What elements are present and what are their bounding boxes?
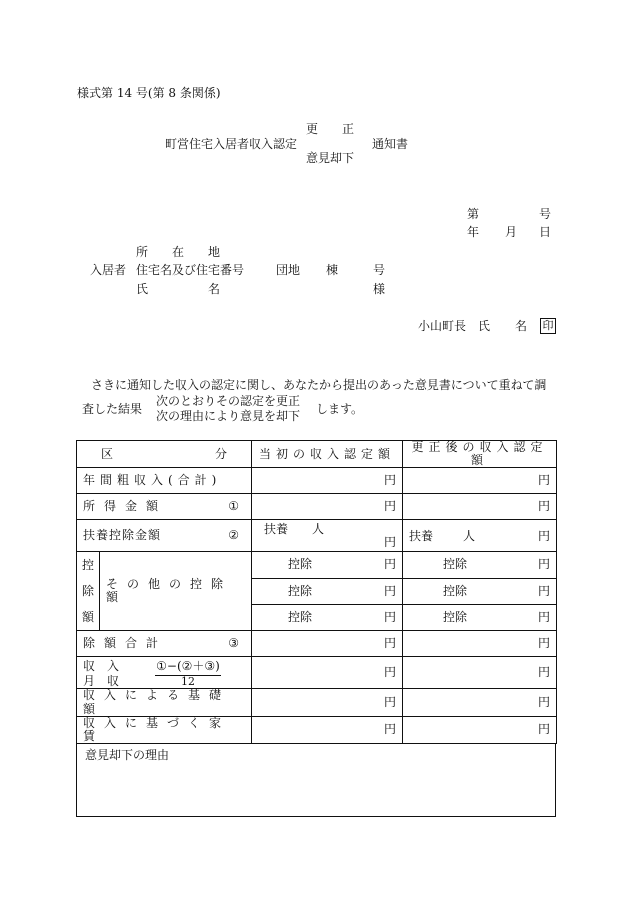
other-deduction-initial: 控除 円: [252, 552, 403, 578]
table-row: [77, 631, 557, 657]
body-option-1: 次のとおりその認定を更正: [156, 394, 301, 408]
seal-stamp: 印: [540, 318, 556, 334]
dependent-revised: [403, 520, 557, 552]
monthly-income-bottom: 月 収: [83, 674, 120, 689]
mark-3: ③: [228, 636, 239, 651]
issuer-mei: 名: [515, 319, 528, 333]
dependent-initial: [252, 520, 403, 552]
form-number: 様式第 14 号(第 8 条関係): [77, 86, 221, 100]
body-option-2: 次の理由により意見を却下: [156, 409, 301, 423]
table-row: [77, 716, 557, 743]
reason-label: 意見却下の理由: [85, 748, 170, 762]
doc-number-go: 号: [539, 207, 552, 221]
rent-revised: 円: [403, 716, 557, 743]
nin-label: 人: [463, 529, 476, 544]
dependent-label: 扶養控除金額: [83, 528, 162, 543]
total-deduction-cell: [77, 631, 252, 657]
doc-number-dai: 第: [467, 207, 480, 221]
table-row: [77, 552, 557, 578]
title-option-lower: 意見却下: [306, 151, 355, 165]
table-row: [77, 657, 557, 689]
other-deduction-label: その他の控除額: [100, 552, 252, 631]
fuyou-label: 扶養: [409, 529, 434, 544]
sama-label: 様: [373, 282, 386, 296]
title-main: 町営住宅入居者収入認定: [165, 137, 298, 151]
formula-numerator: ①−(②＋③): [155, 660, 221, 675]
base-amount-initial: 円: [252, 689, 403, 716]
total-deduction-label: 除額合計: [83, 636, 168, 651]
total-deduction-initial: 円: [252, 631, 403, 657]
annual-income-revised: 円: [403, 468, 557, 494]
income-table: [76, 440, 557, 744]
monthly-income-initial: 円: [252, 657, 403, 689]
rent-initial: 円: [252, 716, 403, 743]
date-day: 日: [539, 225, 552, 239]
other-deduction-initial: 控除 円: [252, 605, 403, 631]
total-deduction-revised: 円: [403, 631, 557, 657]
title-suffix: 通知書: [372, 137, 409, 151]
table-row: [77, 689, 557, 716]
nin-label: 人: [312, 522, 325, 537]
income-amount-cell: [77, 494, 252, 520]
resident-label: 入居者: [90, 263, 127, 277]
body-line-2-prefix: 査した結果: [82, 402, 143, 416]
header-category: 区 分: [77, 441, 252, 468]
rent-label: 収入に基づく家賃: [77, 716, 252, 743]
issuer-title: 小山町長: [418, 319, 467, 333]
annual-income-label: 年間粗収入(合計): [77, 468, 252, 494]
monthly-income-cell: [77, 657, 252, 689]
body-line-1: さきに通知した収入の認定に関し、あなたから提出のあった意見書について重ねて調: [91, 378, 547, 392]
reason-box: [76, 743, 556, 817]
monthly-income-revised: 円: [403, 657, 557, 689]
base-amount-label: 収入による基礎額: [77, 689, 252, 716]
other-deduction-revised: 控除 円: [403, 552, 557, 578]
housing-label: 住宅名及び住宅番号: [136, 263, 245, 277]
base-amount-revised: 円: [403, 689, 557, 716]
date-year: 年: [467, 225, 480, 239]
go-label: 号: [373, 263, 386, 277]
annual-income-initial: 円: [252, 468, 403, 494]
other-deduction-initial: 控除 円: [252, 578, 403, 604]
mark-2: ②: [228, 528, 239, 543]
income-amount-label: 所得金額: [83, 499, 168, 514]
yen-unit: 円: [537, 529, 550, 544]
mark-1: ①: [228, 499, 239, 514]
danchi-label: 団地: [276, 263, 301, 277]
date-month: 月: [505, 225, 518, 239]
table-header-row: [77, 441, 557, 468]
other-deduction-revised: 控除 円: [403, 578, 557, 604]
income-amount-revised: 円: [403, 494, 557, 520]
other-deduction-revised: 控除 円: [403, 605, 557, 631]
name-label: 氏 名: [136, 282, 221, 296]
title-option-upper: 更 正: [306, 122, 355, 136]
issuer-shi: 氏: [478, 319, 491, 333]
header-revised: 更正後の収入認定額: [403, 441, 557, 468]
monthly-income-top: 収 入: [83, 659, 120, 674]
table-row: [77, 520, 557, 552]
table-row: [77, 468, 557, 494]
deduction-vertical-label: 控 除 額: [77, 552, 100, 631]
fuyou-label: 扶養: [264, 522, 289, 537]
tou-label: 棟: [326, 263, 339, 277]
income-amount-initial: 円: [252, 494, 403, 520]
formula-denominator: 12: [181, 675, 195, 689]
dependent-cell: [77, 520, 252, 552]
header-initial: 当初の収入認定額: [252, 441, 403, 468]
address-label: 所 在 地: [136, 245, 221, 259]
body-line-2-suffix: します。: [316, 402, 364, 416]
yen-unit: 円: [383, 535, 396, 550]
table-row: [77, 494, 557, 520]
